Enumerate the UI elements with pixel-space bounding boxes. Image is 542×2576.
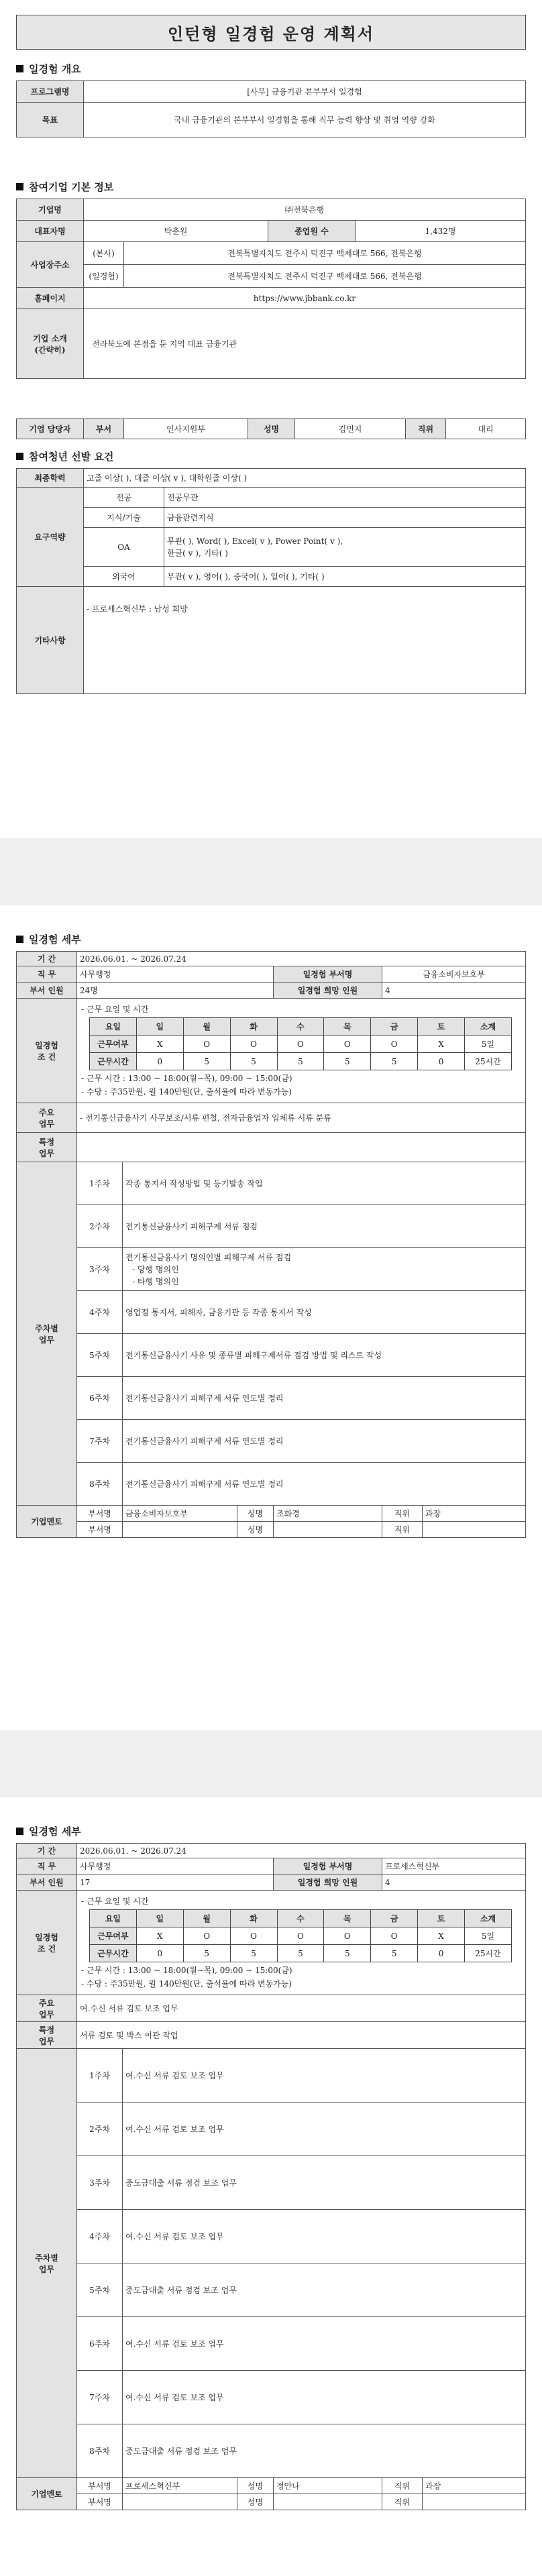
mentor-name-value-empty	[274, 2494, 382, 2510]
week-label: 1주차	[77, 1162, 123, 1205]
work-hours-cell: 5	[324, 1053, 371, 1070]
weekday-header: 목	[324, 1910, 371, 1927]
period-value: 2026.06.01. ~ 2026.07.24	[77, 1844, 526, 1858]
week-task: 전기통신금융사기 사유 및 종류별 피해구제서류 점검 방법 및 리스트 작성	[123, 1334, 526, 1377]
knowledge-value: 금융관련지식	[164, 508, 526, 528]
work-yn-cell: O	[183, 1927, 230, 1945]
job-label: 직 무	[17, 966, 77, 983]
week-task: 여.수신 서류 검토 보조 업무	[123, 2371, 526, 2424]
section-detail-title	[16, 1824, 81, 1838]
mentor-name-label: 성명	[237, 1522, 274, 1538]
work-site-address: 전북특별자치도 전주시 덕진구 백제대로 566, 전북은행	[124, 265, 526, 288]
exp-dept-value: 금융소비자보호부	[382, 966, 526, 983]
week-task: 전기통신금융사기 피해구제 서류 연도별 정리	[123, 1420, 526, 1463]
mentor-pos-value-empty	[423, 2494, 526, 2510]
week-label: 2주차	[77, 1205, 123, 1248]
exp-dept-label: 일경험 부서명	[274, 966, 382, 983]
weekday-header: 일	[136, 1910, 183, 1927]
week-label: 2주차	[77, 2103, 123, 2156]
week-label: 8주차	[77, 2424, 123, 2478]
work-yn-cell: X	[136, 1035, 183, 1053]
weekday-header: 수	[277, 1018, 324, 1035]
work-hours-cell: 5	[230, 1053, 277, 1070]
dept-label: 부서	[84, 419, 124, 439]
section-overview-title	[16, 62, 81, 76]
special-task-value	[77, 1133, 526, 1162]
oa-value	[164, 528, 526, 567]
work-hours-cell: 5	[324, 1945, 371, 1962]
manager-label: 기업 담당자	[17, 419, 84, 439]
week-label: 5주차	[77, 1334, 123, 1377]
mentor-dept-value-empty	[123, 2494, 237, 2510]
weekday-header: 화	[230, 1910, 277, 1927]
schedule-head-row	[90, 1018, 512, 1035]
week-task: 전기통신금융사기 피해구제 서류 연도별 정리	[123, 1377, 526, 1420]
work-hours-cell: 5	[277, 1053, 324, 1070]
period-label: 기 간	[17, 952, 77, 966]
weekday-header: 소계	[465, 1018, 512, 1035]
week-label: 6주차	[77, 1377, 123, 1420]
week-label: 7주차	[77, 1420, 123, 1463]
week-task: 여.수신 서류 검토 보조 업무	[123, 2103, 526, 2156]
condition-time: - 근무 시간 : 13:00 ~ 18:00(월~목), 09:00 ~ 15:00(금)	[81, 1074, 292, 1083]
education-label: 최종학력	[17, 469, 84, 488]
weekday-header: 화	[230, 1018, 277, 1035]
work-hours-cell: 5	[183, 1945, 230, 1962]
position-value: 대리	[446, 419, 526, 439]
job-value: 사무행정	[77, 966, 274, 983]
schedule-hours-row	[90, 1945, 512, 1962]
work-yn-cell: O	[230, 1927, 277, 1945]
program-label: 프로그램명	[17, 81, 84, 103]
weekday-header: 월	[183, 1910, 230, 1927]
week-task: 여.수신 서류 검토 보조 업무	[123, 2049, 526, 2103]
week-task: 중도금대출 서류 점검 보조 업무	[123, 2156, 526, 2210]
bullet-square-icon	[16, 65, 23, 72]
mentor-pos-value: 과장	[423, 1506, 526, 1522]
week-label: 3주차	[77, 2156, 123, 2210]
bullet-square-icon	[16, 183, 23, 190]
schedule-head-row	[90, 1910, 512, 1927]
manager-name-value: 김민지	[295, 419, 406, 439]
weekday-header: 토	[418, 1910, 465, 1927]
employee-count-label: 종업원 수	[268, 221, 356, 242]
week-label: 4주차	[77, 2210, 123, 2263]
mentor-name-value: 정안나	[274, 2478, 382, 2494]
exp-count-value: 4	[382, 1874, 526, 1891]
period-value: 2026.06.01. ~ 2026.07.24	[77, 952, 526, 966]
work-yn-cell: X	[136, 1927, 183, 1945]
weekly-task-label: 주차별 업무	[17, 1162, 77, 1506]
main-task-label: 주요 업무	[17, 1995, 77, 2022]
job-value: 사무행정	[77, 1858, 274, 1874]
weekday-header: 금	[371, 1910, 418, 1927]
mentor-dept-value: 금융소비자보호부	[123, 1506, 237, 1522]
mentor-name-value-empty	[274, 1522, 382, 1538]
exp-count-value: 4	[382, 983, 526, 999]
page-separator	[0, 1730, 542, 1797]
work-hours-label: 근무시간	[90, 1945, 137, 1962]
page-1	[0, 0, 542, 838]
condition-content	[77, 999, 526, 1103]
oa-line-1: 무관( ), Word( ), Excel( v ), Power Point( v ),	[167, 536, 343, 546]
company-table	[16, 199, 526, 379]
homepage-link[interactable]: https://www.jbbank.co.kr	[84, 288, 526, 309]
weekday-header: 소계	[465, 1910, 512, 1927]
section-label: 일경험 세부	[29, 934, 81, 946]
manager-table	[16, 418, 526, 439]
section-label: 일경험 세부	[29, 1826, 81, 1838]
special-task-value: 서류 검토 및 박스 이관 작업	[77, 2022, 526, 2049]
week-label: 5주차	[77, 2263, 123, 2317]
week-task-sub: - 당행 명의인	[132, 1264, 179, 1274]
schedule-yn-row	[90, 1927, 512, 1945]
mentor-dept-label: 부서명	[77, 1506, 123, 1522]
work-hours-cell: 5	[371, 1053, 418, 1070]
section-company-title	[16, 180, 113, 194]
site-address-label: 사업장주소	[17, 242, 84, 288]
overview-table	[16, 80, 526, 137]
condition-content	[77, 1891, 526, 1995]
week-task: 여.수신 서류 검토 보조 업무	[123, 2317, 526, 2371]
week-label: 3주차	[77, 1248, 123, 1291]
work-yn-cell: O	[277, 1035, 324, 1053]
mentor-pos-value: 과장	[423, 2478, 526, 2494]
hq-address: 전북특별자치도 전주시 덕진구 백제대로 566, 전북은행	[124, 242, 526, 265]
mentor-dept-label: 부서명	[77, 2494, 123, 2510]
schedule-hours-row	[90, 1053, 512, 1070]
condition-intro: - 근무 요일 및 시간	[81, 1897, 149, 1906]
section-detail-title	[16, 932, 81, 946]
work-yn-cell: O	[324, 1035, 371, 1053]
weekday-header: 토	[418, 1018, 465, 1035]
work-hours-cell: 0	[136, 1053, 183, 1070]
work-yn-cell: O	[183, 1035, 230, 1053]
weekday-header: 월	[183, 1018, 230, 1035]
bullet-square-icon	[16, 1828, 23, 1835]
document-title: 인턴형 일경험 운영 계획서	[16, 15, 526, 50]
work-hours-cell: 0	[418, 1053, 465, 1070]
mentor-dept-label: 부서명	[77, 1522, 123, 1538]
employee-count-value: 1,432명	[356, 221, 526, 242]
weekday-header: 일	[136, 1018, 183, 1035]
condition-label: 일경험 조 건	[17, 999, 77, 1103]
mentor-pos-label: 직위	[382, 1522, 423, 1538]
work-site-label: (일경험)	[84, 265, 124, 288]
work-yn-label: 근무여부	[90, 1927, 137, 1945]
ceo-value: 박춘원	[84, 221, 268, 242]
work-hours-cell: 0	[418, 1945, 465, 1962]
special-task-label: 특정 업무	[17, 1133, 77, 1162]
dept-count-label: 부서 인원	[17, 1874, 77, 1891]
section-label: 참여기업 기본 정보	[29, 181, 114, 193]
weekday-header: 요일	[90, 1910, 137, 1927]
mentor-name-label: 성명	[237, 2478, 274, 2494]
page-3	[0, 1797, 542, 2576]
week-label: 6주차	[77, 2317, 123, 2371]
work-yn-cell: O	[277, 1927, 324, 1945]
work-yn-label: 근무여부	[90, 1035, 137, 1053]
work-hours-cell: 25시간	[465, 1945, 512, 1962]
company-name-value: ㈜전북은행	[84, 199, 526, 221]
homepage-label: 홈페이지	[17, 288, 84, 309]
schedule-table	[89, 1909, 512, 1962]
week-task: 각종 통지서 작성방법 및 등기발송 작업	[123, 1162, 526, 1205]
mentor-dept-label: 부서명	[77, 2478, 123, 2494]
detail-table-1	[16, 951, 526, 1538]
weekday-header: 목	[324, 1018, 371, 1035]
work-hours-label: 근무시간	[90, 1053, 137, 1070]
work-yn-cell: O	[371, 1035, 418, 1053]
work-hours-cell: 5	[183, 1053, 230, 1070]
condition-label: 일경험 조 건	[17, 1891, 77, 1995]
period-label: 기 간	[17, 1844, 77, 1858]
bullet-square-icon	[16, 936, 23, 943]
week-task-sub: - 타행 명의인	[132, 1276, 179, 1286]
week-task: 전기통신금융사기 피해구제 서류 점검	[123, 1205, 526, 1248]
weekly-task-label: 주차별 업무	[17, 2049, 77, 2478]
mentor-dept-value: 프로세스혁신부	[123, 2478, 237, 2494]
dept-count-value: 17	[77, 1874, 274, 1891]
dept-value: 인사지원부	[124, 419, 248, 439]
mentor-name-label: 성명	[237, 2494, 274, 2510]
schedule-table	[89, 1017, 512, 1070]
work-hours-cell: 5	[277, 1945, 324, 1962]
week-task: 전기통신금융사기 피해구제 서류 연도별 정리	[123, 1463, 526, 1506]
mentor-name-label: 성명	[237, 1506, 274, 1522]
week-task-text: 전기통신금융사기 명의인별 피해구제 서류 점검	[125, 1252, 292, 1262]
bullet-square-icon	[16, 453, 23, 460]
goal-value: 국내 금융기관의 본부부서 일경험을 통해 직무 능력 향상 및 취업 역량 강화	[84, 103, 526, 137]
condition-intro: - 근무 요일 및 시간	[81, 1005, 149, 1014]
mentor-label: 기업멘토	[17, 2478, 77, 2510]
page-2	[0, 905, 542, 1730]
goal-label: 목표	[17, 103, 84, 137]
etc-label: 기타사항	[17, 587, 84, 694]
schedule-yn-row	[90, 1035, 512, 1053]
position-label: 직위	[406, 419, 446, 439]
condition-time: - 근무 시간 : 13:00 ~ 18:00(월~목), 09:00 ~ 15:00(금)	[81, 1966, 292, 1975]
language-value: 무관( v ), 영어( ), 중국어( ), 일어( ), 기타( )	[164, 567, 526, 587]
work-hours-cell: 5	[371, 1945, 418, 1962]
major-value: 전공무관	[164, 488, 526, 508]
oa-label: OA	[84, 528, 164, 567]
exp-dept-value: 프로세스혁신부	[382, 1858, 526, 1874]
week-task	[123, 1248, 526, 1291]
manager-name-label: 성명	[248, 419, 295, 439]
mentor-pos-label: 직위	[382, 2494, 423, 2510]
main-task-value: 여.수신 서류 검토 보조 업무	[77, 1995, 526, 2022]
weekday-header: 요일	[90, 1018, 137, 1035]
major-label: 전공	[84, 488, 164, 508]
main-task-label: 주요 업무	[17, 1103, 77, 1133]
week-task: 중도금대출 서류 점검 보조 업무	[123, 2263, 526, 2317]
work-yn-cell: O	[371, 1927, 418, 1945]
work-yn-cell: O	[230, 1035, 277, 1053]
mentor-label: 기업멘토	[17, 1506, 77, 1538]
language-label: 외국어	[84, 567, 164, 587]
ceo-label: 대표자명	[17, 221, 84, 242]
week-label: 7주차	[77, 2371, 123, 2424]
detail-table-2	[16, 1843, 526, 2510]
work-yn-cell: 5일	[465, 1927, 512, 1945]
knowledge-label: 지식/기술	[84, 508, 164, 528]
week-label: 8주차	[77, 1463, 123, 1506]
exp-count-label: 일경험 희망 인원	[274, 983, 382, 999]
mentor-pos-label: 직위	[382, 2478, 423, 2494]
week-label: 4주차	[77, 1291, 123, 1334]
weekday-header: 수	[277, 1910, 324, 1927]
page-separator	[0, 838, 542, 905]
condition-pay: - 수당 : 주35만원, 월 140만원(단, 출석율에 따라 변동가능)	[81, 1979, 292, 1989]
weekday-header: 금	[371, 1018, 418, 1035]
special-task-label: 특정 업무	[17, 2022, 77, 2049]
work-hours-cell: 0	[136, 1945, 183, 1962]
week-task: 여.수신 서류 검토 보조 업무	[123, 2210, 526, 2263]
program-value: [사무] 금융기관 본부부서 일경험	[84, 81, 526, 103]
work-yn-cell: X	[418, 1927, 465, 1945]
dept-count-value: 24명	[77, 983, 274, 999]
exp-dept-label: 일경험 부서명	[274, 1858, 382, 1874]
company-intro-label: 기업 소개 (간략히)	[17, 309, 84, 379]
hq-label: (본사)	[84, 242, 124, 265]
exp-count-label: 일경험 희망 인원	[274, 1874, 382, 1891]
week-label: 1주차	[77, 2049, 123, 2103]
work-yn-cell: O	[324, 1927, 371, 1945]
mentor-dept-value-empty	[123, 1522, 237, 1538]
work-hours-cell: 25시간	[465, 1053, 512, 1070]
section-youth-title	[16, 449, 113, 463]
education-value: 고졸 이상( ), 대졸 이상( v ), 대학원졸 이상( )	[84, 469, 526, 488]
job-label: 직 무	[17, 1858, 77, 1874]
work-yn-cell: X	[418, 1035, 465, 1053]
week-task: 중도금대출 서류 점검 보조 업무	[123, 2424, 526, 2478]
company-name-label: 기업명	[17, 199, 84, 221]
week-task: 영업점 통지서, 피해자, 금융기관 등 각종 통지서 작성	[123, 1291, 526, 1334]
condition-pay: - 수당 : 주35만원, 월 140만원(단, 출석율에 따라 변동가능)	[81, 1087, 292, 1097]
work-hours-cell: 5	[230, 1945, 277, 1962]
company-intro-value: 전라북도에 본점을 둔 지역 대표 금융기관	[84, 309, 526, 379]
dept-count-label: 부서 인원	[17, 983, 77, 999]
youth-table	[16, 468, 526, 694]
work-yn-cell: 5일	[465, 1035, 512, 1053]
etc-value: - 프로세스혁신부 : 남성 희망	[84, 587, 526, 694]
required-skills-label: 요구역량	[17, 488, 84, 587]
oa-line-2: 한글( v ), 기타( )	[167, 548, 228, 558]
mentor-pos-value-empty	[423, 1522, 526, 1538]
section-label: 참여청년 선발 요건	[29, 451, 114, 463]
mentor-pos-label: 직위	[382, 1506, 423, 1522]
main-task-value: - 전기통신금융사기 사무보조/서류 편철, 전자금융업자 입체류 서류 분류	[77, 1103, 526, 1133]
mentor-name-value: 조화경	[274, 1506, 382, 1522]
section-label: 일경험 개요	[29, 63, 81, 75]
